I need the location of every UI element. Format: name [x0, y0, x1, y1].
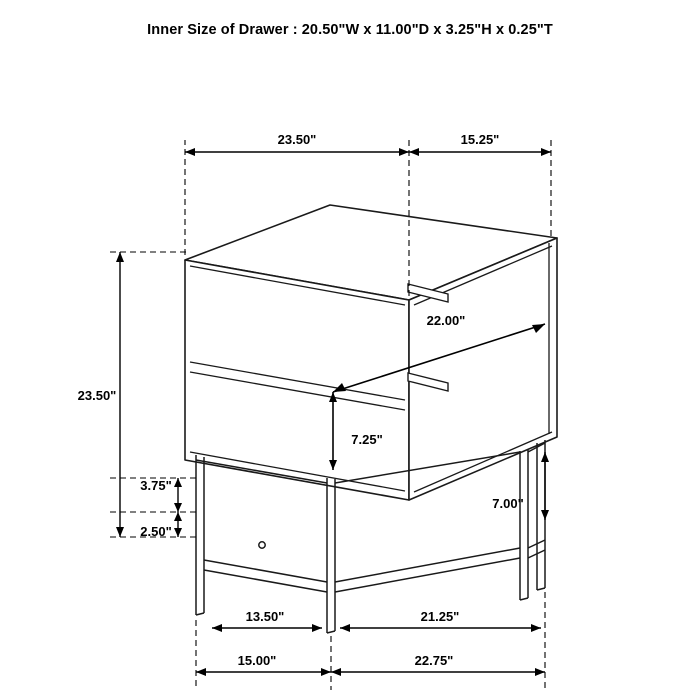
- dimension-bottom-outer-left-label: 15.00": [237, 653, 277, 668]
- dimension-bottom-inner-left-line: [212, 624, 322, 632]
- dimension-right-leg-line: [541, 452, 549, 520]
- dimension-left-bottom-label: 2.50": [140, 524, 172, 539]
- dimension-top-right-line: [409, 148, 551, 156]
- dimension-left-bottom-line: [174, 512, 182, 537]
- dimension-top-right-label: 15.25": [460, 132, 500, 147]
- dimension-bottom-outer-left-line: [196, 668, 331, 676]
- dimension-bottom-outer-right-label: 22.75": [414, 653, 454, 668]
- dimension-top-left-label: 23.50": [277, 132, 317, 147]
- page-title: Inner Size of Drawer : 20.50"W x 11.00"D x 3.25"H x 0.25"T: [147, 22, 553, 38]
- dimension-drawer-height-label: 7.25": [351, 432, 383, 447]
- dimension-left-mid-label: 3.75": [140, 478, 172, 493]
- dimension-drawer-width-label: 22.00": [426, 313, 466, 328]
- dimension-left-height-line: [116, 252, 124, 537]
- dimension-left-mid-line: [174, 478, 182, 512]
- dimension-bottom-inner-left-label: 13.50": [245, 609, 285, 624]
- dimension-left-height-label: 23.50": [77, 388, 117, 403]
- dimension-right-leg-label: 7.00": [492, 496, 524, 511]
- dimension-bottom-outer-right-line: [331, 668, 545, 676]
- dimension-bottom-inner-right-line: [340, 624, 541, 632]
- dimension-bottom-inner-right-label: 21.25": [420, 609, 460, 624]
- dimension-top-left-line: [185, 148, 409, 156]
